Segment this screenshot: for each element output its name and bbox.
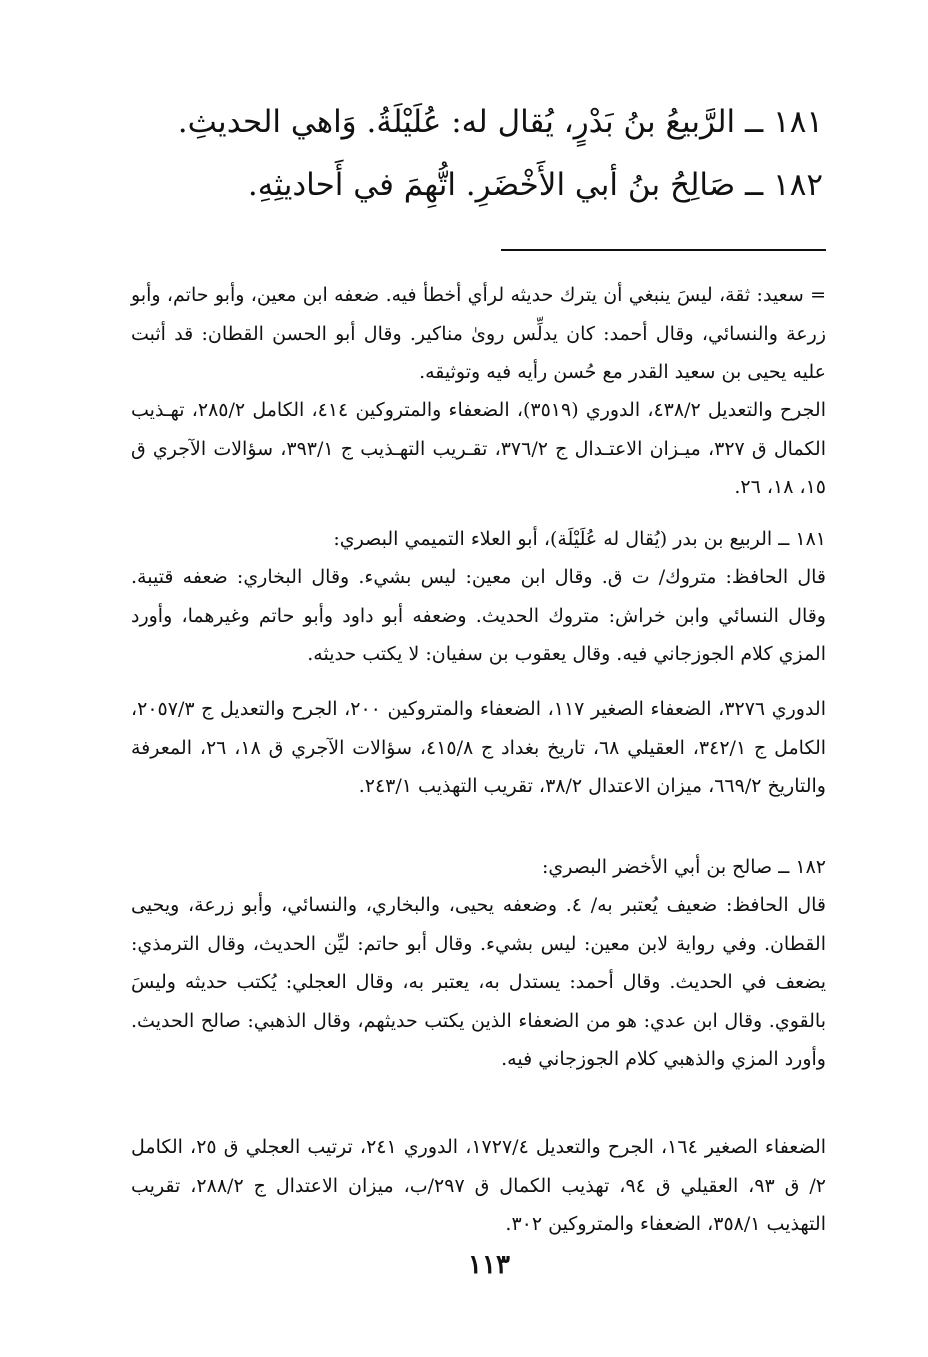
main-entry-182: ١٨٢ ــ صَالِحُ بنُ أبي الأَخْضَرِ. اتُّهِمَ في أَحاديثِهِ. [247,167,823,203]
footnote-181-refs: الدوري ٣٢٧٦، الضعفاء الصغير ١١٧، الضعفاء والمتروكين ٢٠٠، الجرح والتعديل ج ٢٠٥٧/٣، الكامل ج ٣٤٢/١، العقيلي ٦٨، تاريخ بغداد ج ٤١٥/٨، سؤالات الآجري ق ١٨، ٢٦، المعرفة والتاريخ ٦٦٩/٢، ميزان الاعتدال ٣٨/٢، تقريب التهذيب ٢٤٣/١. [131,698,827,797]
footnote-continuation-bio: = سعيد: ثقة، ليسَ ينبغي أن يترك حديثه لرأي أخطأ فيه. ضعفه ابن معين، وأبو حاتم، وأبو زرعة والنسائي، وقال أحمد: كان يدلِّس روىٰ مناكير. وقال أبو الحسن القطان: قد أثبت عليه يحيى بن سعيد القدر مع حُسن رأيه فيه وتوثيقه. [131,284,826,383]
footnote-continuation-refs: الجرح والتعديل ٤٣٨/٢، الدوري (٣٥١٩)، الضعفاء والمتروكين ٤١٤، الكامل ٢٨٥/٢، تهـذيب الكمال ق ٣٢٧، ميـزان الاعتـدال ج ٣٧٦/٢، تقـريب التهـذيب ج ٣٩٣/١، سؤالات الآجري ق ١٥، ١٨، ٢٦. [131,399,827,498]
main-entry-181: ١٨١ ــ الرَّبيعُ بنُ بَدْرٍ، يُقال له: عُلَيْلَةُ. وَاهي الحديثِ. [177,104,823,140]
footnote-182-heading: ١٨٢ ــ صالح بن أبي الأخضر البصري: [542,856,826,878]
page-number: ١١٣ [468,1250,510,1280]
footnote-181-heading: ١٨١ ــ الربيع بن بدر (يُقال له عُلَيْلَة)، أبو العلاء التميمي البصري: [333,528,826,550]
footnote-181-bio: قال الحافظ: متروك/ ت ق. وقال ابن معين: ليس بشيء. وقال البخاري: ضعفه قتيبة. وقال النسائي وابن خراش: متروك الحديث. وضعفه أبو داود وأبو حاتم وغيرهما، وأورد المزي كلام الجوزجاني فيه. وقال يعقوب بن سفيان: لا يكتب حديثه. [131,566,826,665]
footnote-divider [501,249,826,251]
footnote-182-bio: قال الحافظ: ضعيف يُعتبر به/ ٤. وضعفه يحيى، والبخاري، والنسائي، وأبو زرعة، ويحيى القطان. وفي رواية لابن معين: ليس بشيء. وقال أبو حاتم: ليِّن الحديث، وقال الترمذي: يضعف في الحديث. وقال أحمد: يستدل به، يعتبر به، وقال العجلي: يُكتب حديثه وليسَ بالقوي. وقال ابن عدي: هو من الضعفاء الذين يكتب حديثهم، وقال الذهبي: صالح الحديث. وأورد المزي والذهبي كلام الجوزجاني فيه. [131,894,827,1070]
footnote-182-refs: الضعفاء الصغير ١٦٤، الجرح والتعديل ١٧٢٧/٤، الدوري ٢٤١، ترتيب العجلي ق ٢٥، الكامل ٢/ ق ٩٣، العقيلي ق ٩٤، تهذيب الكمال ق ٢٩٧/ب، ميزان الاعتدال ج ٢٨٨/٢، تقريب التهذيب ٣٥٨/١، الضعفاء والمتروكين ٣٠٢. [131,1136,827,1235]
